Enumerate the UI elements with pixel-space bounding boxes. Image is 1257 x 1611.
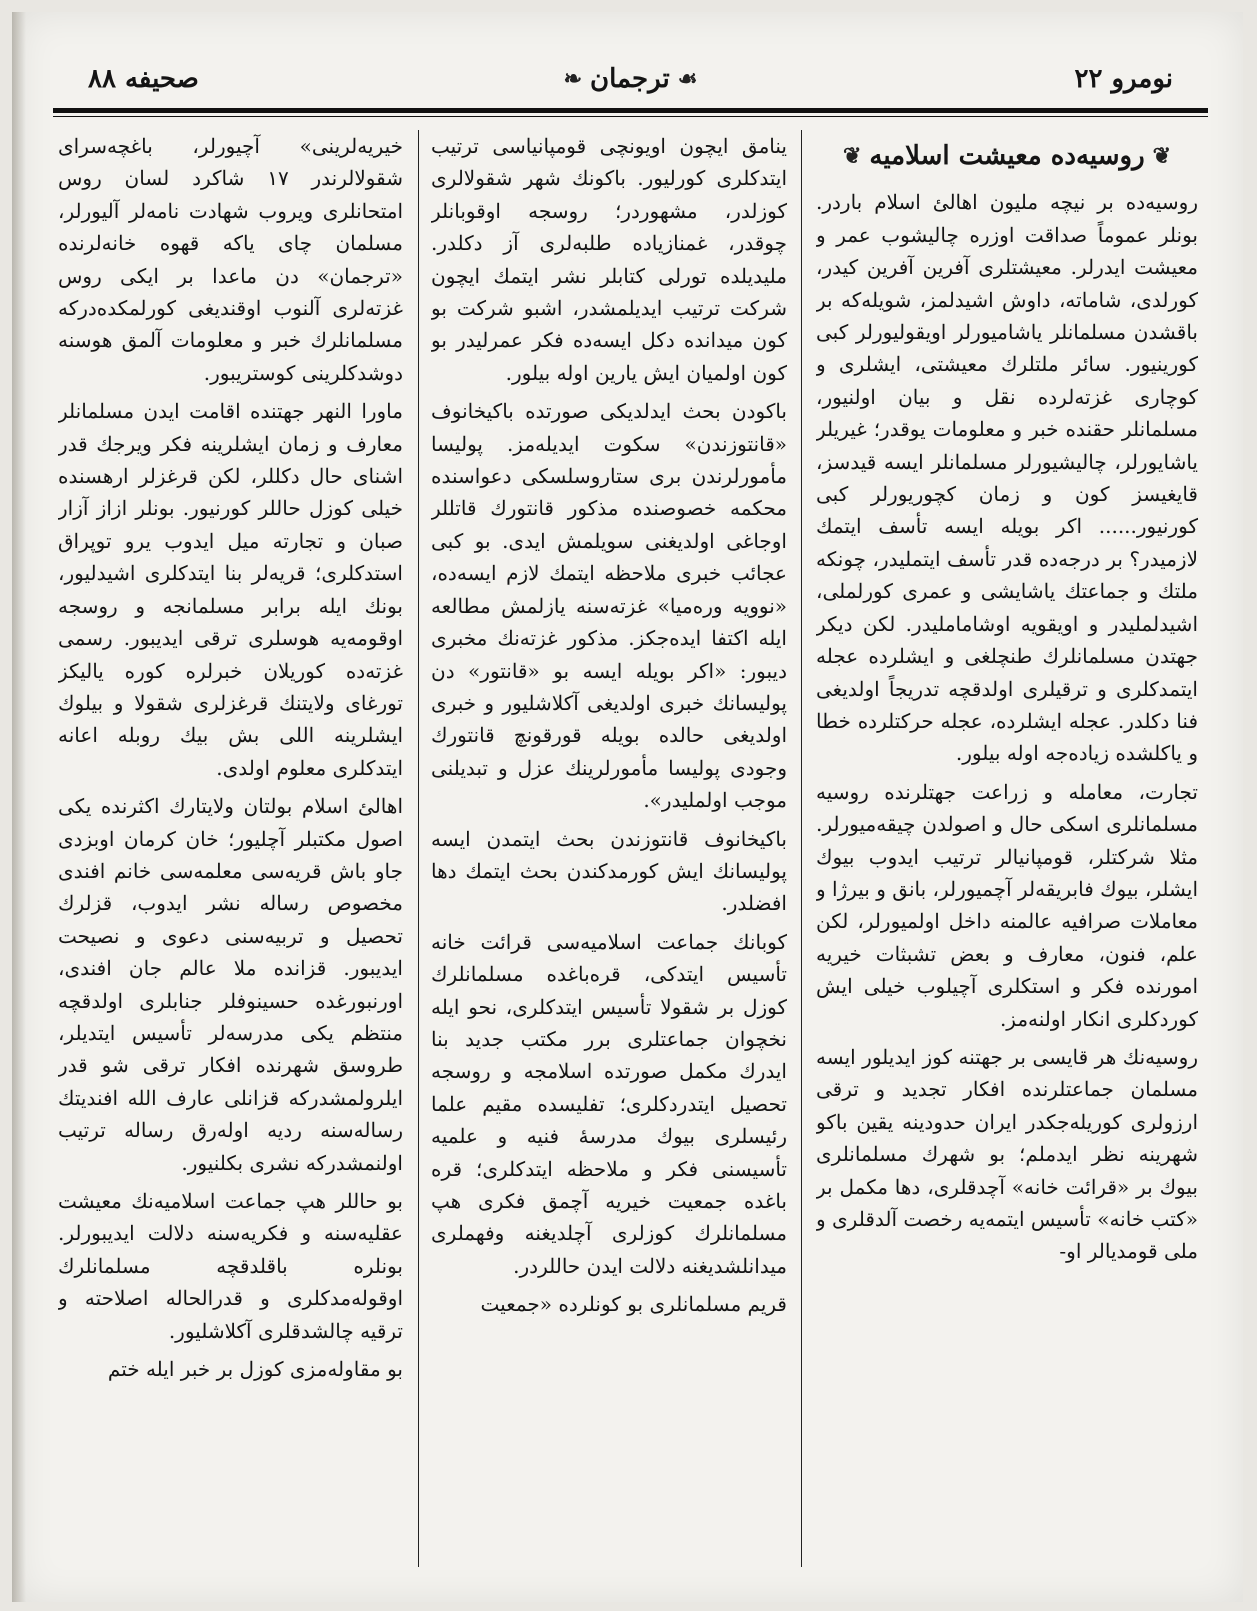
column-left bbox=[58, 130, 403, 1572]
masthead bbox=[58, 60, 1203, 106]
paragraph: بو حاللر هپ جماعت اسلاميه‌نك معيشت عقليه‌سنه و فكريه‌سنه دلالت ايديبورلر. بونلره باقلدقچه مسلمانلرك اوقوله‌مدكلری و قدرالحاله اصلاحته و ترقيه چالشدقلری آكلاشليور. bbox=[58, 1189, 403, 1343]
paragraph: باكيخانوف قانتوزندن بحث ايتمدن ايسه پوليسانك ايش كورمدكندن بحث ايتمك دها افضلدر. bbox=[431, 826, 787, 916]
paragraph: اهالئ اسلام بولتان ولايتارك اكثرنده يكی اصول مكتبلر آچليور؛ خان كرمان اوبزدی جاو باش قريه‌سی معلمه‌سی خانم افندی مخصوص رساله نشر ايدوب، قزلرك تحصيل و تربيه‌سنی دعوی و نصيحت ايديبور. قزانده ملا عالم جان افندی، اورنبورغده حسينوفلر جنابلری اولدقچه منتظم يكی مدرسه‌لر تأسيس ايتديلر، طروسق شهرنده افكار ترقی شو قدر ايلرولمشدركه قزانلی عارف الله افنديتك رساله‌سنه رديه اولەرق رساله ترتيب اولنمشدركه نشری بكلنيور. bbox=[58, 794, 403, 1175]
page-number: صحيفه ٨٨ bbox=[88, 64, 199, 94]
newspaper-title-text: ترجمان bbox=[590, 64, 670, 94]
paragraph: روسيه‌نك هر قايسی بر جهتنه كوز ايديلور ايسه مسلمان جماعتلرنده افكار تجديد و ترقی ارزولری كوريله‌جكدر ايران حدودينه يقين باكو شهرينه نظر ايدملم؛ بو شهرك مسلمانلری بيوك بر «قرائت خانه» آچدقلری، دها مكمل بر «كتب خانه» تأسيس ايتمه‌يه رخصت آلدقلری و ملی قومديالر او- bbox=[816, 1044, 1198, 1264]
newspaper-title bbox=[564, 64, 698, 94]
paragraph: باكودن بحث ايدلديكی صورتده باكيخانوف «قانتوزندن» سكوت ايديله‌مز. پوليسا مأمورلرندن بری ستاروسلسكی دعواسنده محكمه خصوصنده مذكور قانتورك قاتللر اوجاغی اولديغنی سويلمش ايدی. بو كبی عجائب خبری ملاحظه ايتمك لازم ايسه‌ده، «نوويه وره‌ميا» غزته‌سنه يازلمش مطالعه ايله اكتفا ايده‌جكز. مذكور غزته‌نك مخبری ديبور: «اكر بويله ايسه بو «قانتور» دن پوليسانك خبری اولديغی آكلاشليور و خبری اولديغی حالده بويله قورقونچ قانتورك وجودی پوليسا مأمورلرينك عزل و تبديلنی موجب اولمليدر». bbox=[431, 399, 787, 813]
paragraph: ينامق ايچون اويونچی قومپانياسی ترتيب ايتدكلری كورليور. باكونك شهر شقولالری كوزلدر، مشهوردر؛ روسجه اوقوبانلر چوقدر، غمنازياده طلبه‌لری آز دكلدر. مليدیلده تورلی كتابلر نشر ايتمك ايچون شركت ترتيب ايديلمشدر، اشبو شركت بو كون ميدانده دكل ايسه‌ده فكر عمرليدر بو كون اولميان ايش يارين اوله بيلور. bbox=[431, 134, 787, 385]
headline-text: روسيه‌ده معيشت اسلاميه bbox=[869, 141, 1145, 171]
ornament-left-icon: ❧ bbox=[563, 66, 582, 92]
issue-number: نومرو ٢٢ bbox=[1074, 64, 1173, 94]
paragraph: خيريه‌لرينی» آچيورلر، باغچه‌سرای شقولالرندر ١٧ شاكرد لسان روس امتحانلری ويروب شهادت نامه‌لر آليورلر، مسلمان چای ياكه قهوه خانه‌لرنده «ترجمان» دن ماعدا بر ايكی روس غزته‌لری آلنوب اوقنديغی كورلمكده‌دركه مسلمانلرك خبر و معلومات آلمق هوسنه دوشدكلرينی كوستريبور. bbox=[58, 134, 403, 385]
header-rule-thick bbox=[53, 108, 1208, 113]
paragraph: قريم مسلمانلری بو كونلرده «جمعيت bbox=[480, 1292, 787, 1317]
paragraph: ماورا النهر جهتنده اقامت ايدن مسلمانلر معارف و زمان ايشلرينه فكر ويرجك قدر اشنای حال دكللر، لكن قرغزلر ارهسنده خيلی كوزل حاللر كورنيور. بونلر ازاز آزار صبان و تجارته ميل ايدوب يرو توپراق استدكلری؛ قريه‌لر بنا ايتدكلری اشيدليور، بونك ايله برابر مسلمانجه و روسجه اوقومه‌يه هوسلری ترقی ايديبور. رسمی غزته‌ده كوريلان خبرلره كوره ياليكز تورغای ولايتنك قرغزلری شقولا و بيلوك ايشلرينه اللی بش بيك روبله اعانه ايتدكلری معلوم اولدی. bbox=[58, 399, 403, 780]
paragraph: روسيه‌ده بر نيچه مليون اهالئ اسلام باردر. بونلر عموماً صداقت اوزره چاليشوب عمر و معيشت ايدرلر. معيشتلری آفرين آفرين كيدر، كورلدی، شاماته، داوش اشيدلمز، شويله‌كه بر باقشدن مسلمانلر ياشاميورلر اويقوليورلر كبی كورينيور. سائر ملتلرك معيشتی، ايشلری و كوچاری غزته‌لرده نقل و بيان اولنيور، مسلمانلر حقنده خبر و معلومات يوقدر؛ غيريلر ياشايورلر، چاليشيورلر مسلمانلر ايسه قيدسز، قايغيسز كون و زمان كچوريورلر كبی كورنيور...... اكر بويله ايسه تأسف ايتمك لازميدر؟ بر درجه‌ده قدر تأسف ايتمليدر، چونكه ملتك و جماعتك ياشايشی و عمری كورلملی، اشيدلمليدر و اويقويه اوشامامليدر. لكن ديكر جهتدن مسلمانلرك طنچلغی و ايشلرده عجله ايتمدكلری و ترقيلری اولدقچه تدريجاً اولديغی فنا دكلدر. عجله ايشلرده، عجله حركتلرده خطا و ياكلشده زياده‌جه اوله بيلور. bbox=[816, 190, 1198, 766]
paragraph: كوبانك جماعت اسلاميه‌سی قرائت خانه تأسيس ايتدكی، قره‌باغده مسلمانلرك كوزل بر شقولا تأسيس ايتدكلری، نحو ايله نخچوان جماعتلری برر مكتب جديد بنا ايدرك مكمل صورتده اسلامجه و روسجه تحصيل ايتدردكلری؛ تفليسده مقيم علما رئيسلری بيوك مدرسهٔ فنيه و علميه تأسيسنی فكر و ملاحظه ايتدكلری؛ قره باغده جمعيت خيريه آچمق فكری هپ مسلمانلرك كوزلری آچلديغنه وفهملری ميدانلشديغنه دلالت ايدن حاللردر. bbox=[431, 929, 787, 1278]
column-divider bbox=[801, 130, 802, 1567]
column-right bbox=[816, 130, 1198, 1572]
headline-ornament-right-icon: ❦ bbox=[1152, 143, 1172, 169]
column-middle bbox=[431, 130, 787, 1572]
ornament-right-icon: ☙ bbox=[677, 66, 698, 92]
headline-ornament-left-icon: ❦ bbox=[842, 143, 862, 169]
article-headline bbox=[816, 140, 1198, 172]
scan-edge-shadow bbox=[12, 12, 26, 1602]
header-rule-thin bbox=[53, 116, 1208, 117]
paragraph: بو مقاوله‌مزی كوزل بر خبر ايله ختم bbox=[107, 1357, 403, 1382]
column-divider bbox=[418, 130, 419, 1567]
paragraph: تجارت، معامله و زراعت جهتلرنده روسيه مسلمانلری اسكی حال و اصولدن چيقه‌ميورلر. مثلا شركتلر، قومپانيالر ترتيب ايدوب بيوك ايشلر، بيوك فابريقه‌لر آچميورلر، بانق و بيرژا و معاملات صرافيه عالمنه داخل اولميورلر، لكن علم، فنون، معارف و بعض تشبثات خيريه امورنده فكر و استكلری آچيلوب خيلی ايش كوردكلری انكار اولنه‌مز. bbox=[816, 779, 1198, 1031]
newspaper-page bbox=[18, 12, 1243, 1602]
